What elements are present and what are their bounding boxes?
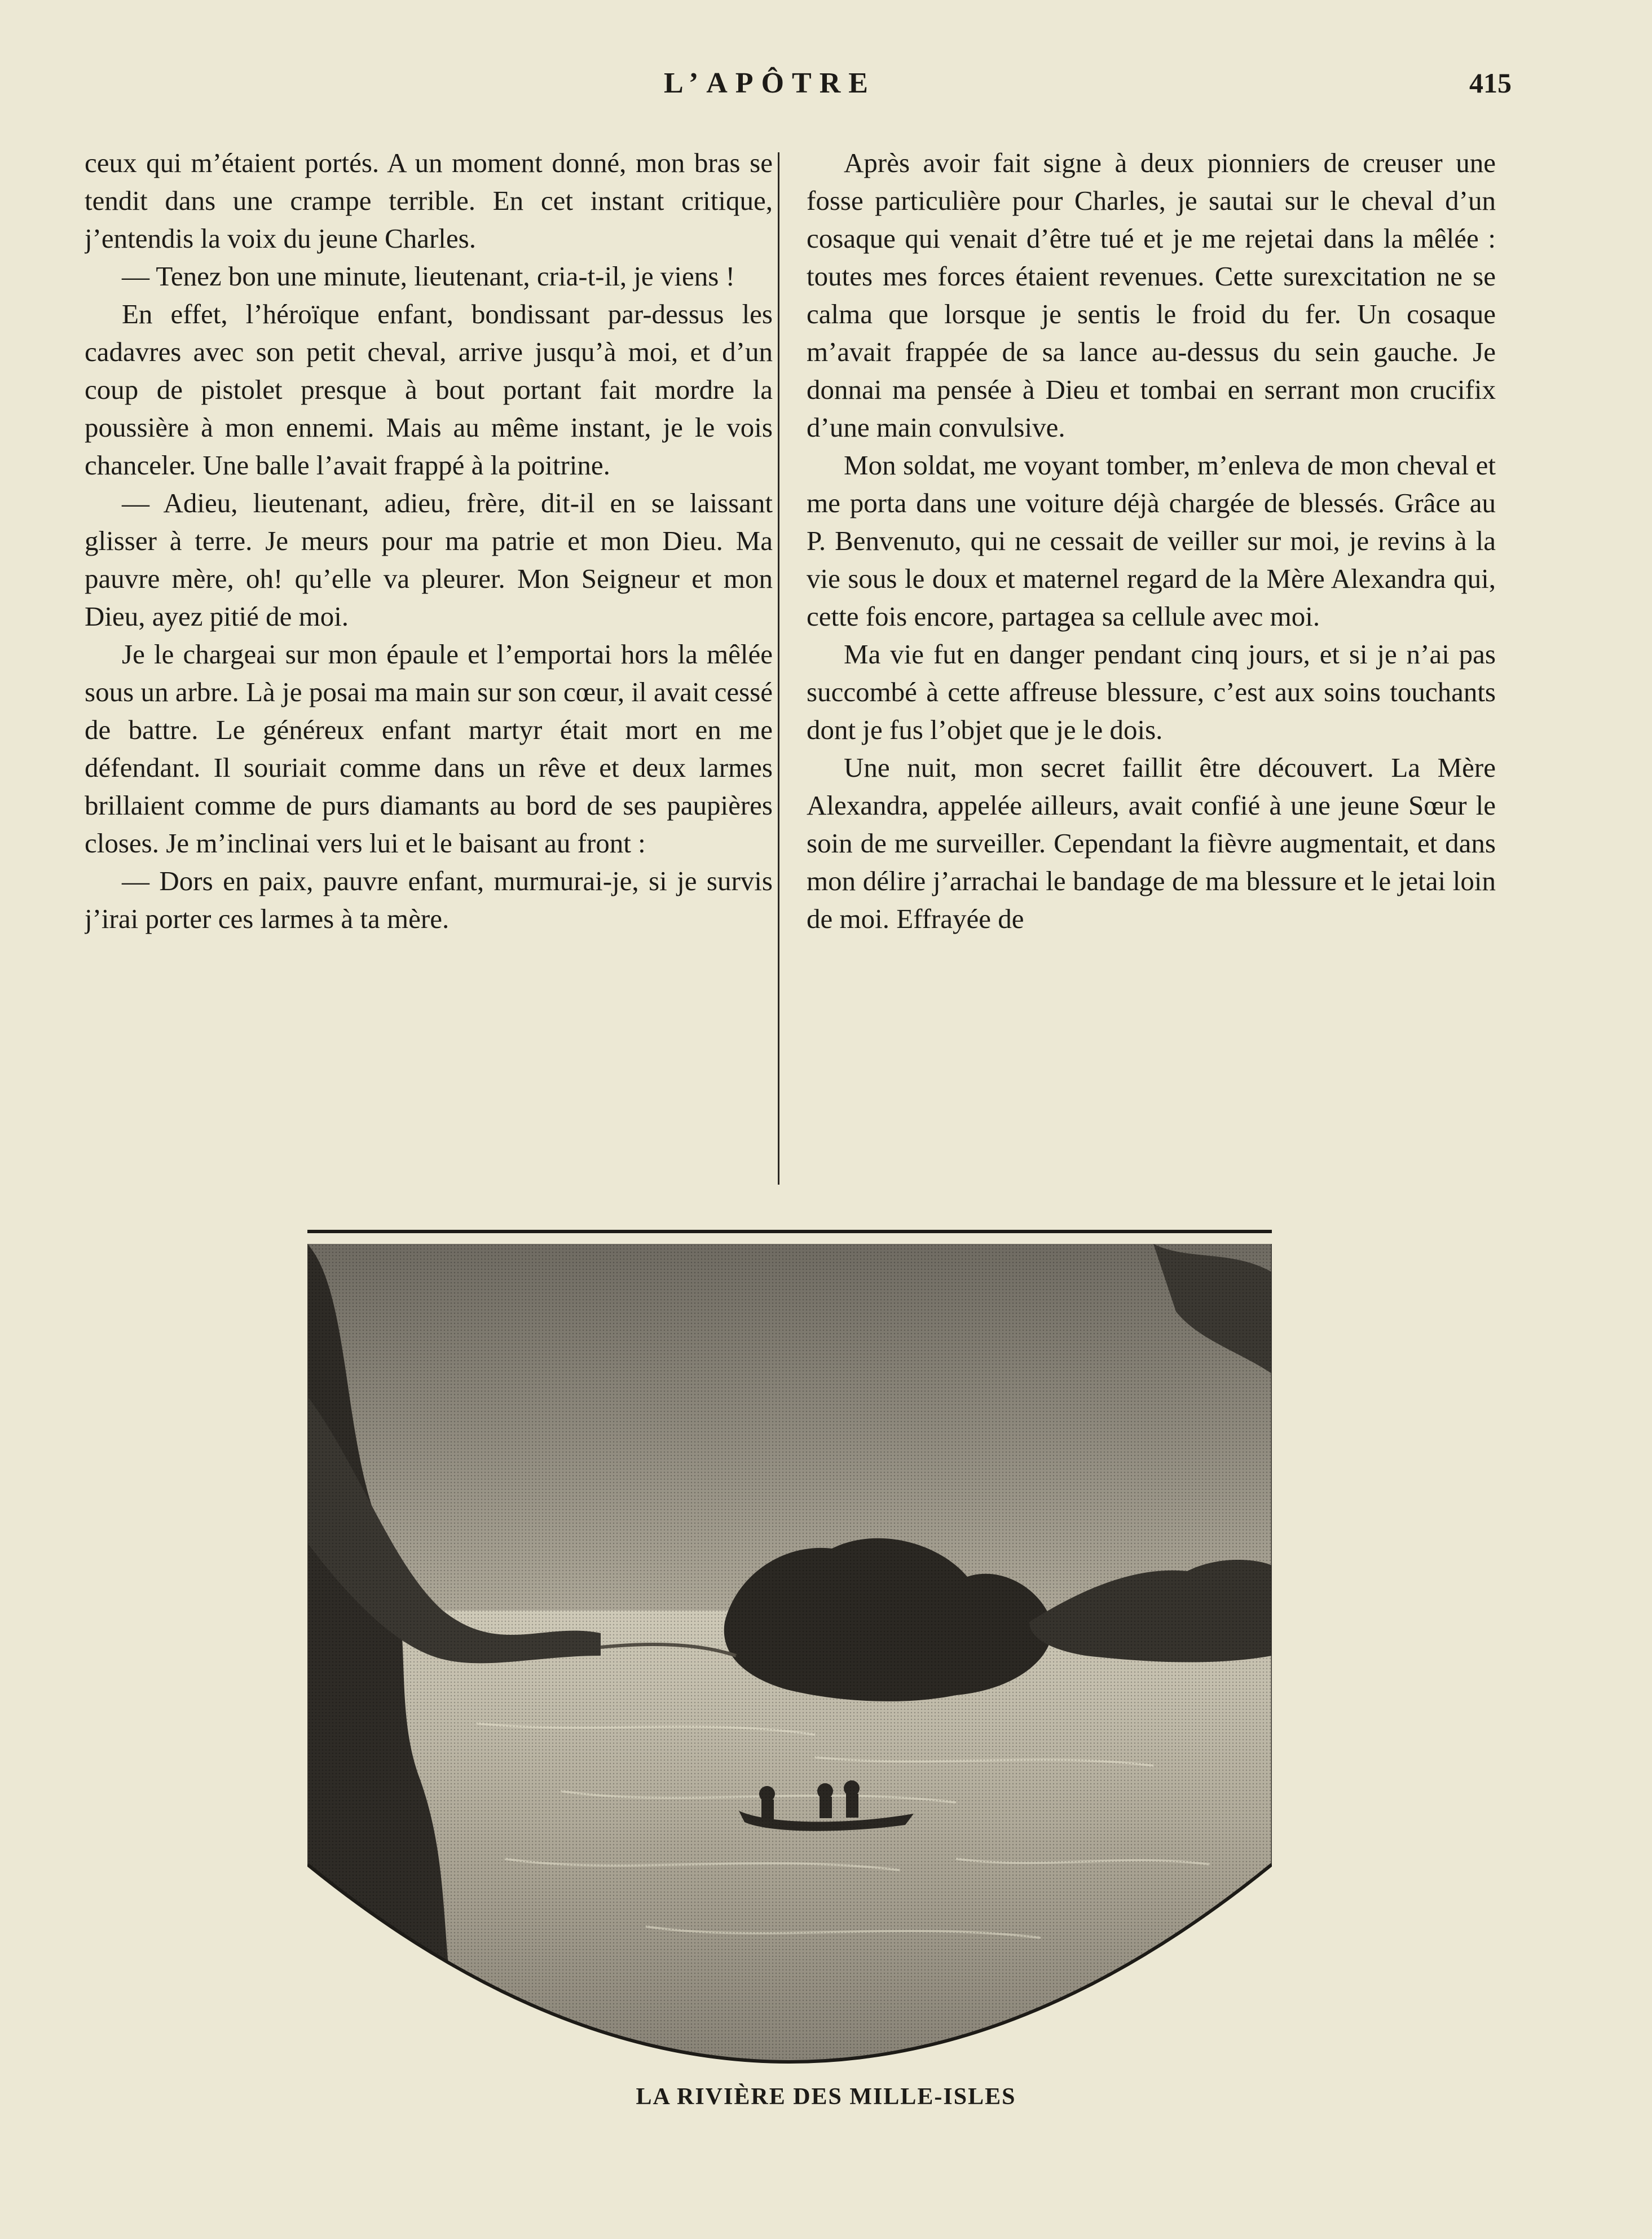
paragraph: Ma vie fut en danger pendant cinq jours, et si je n’ai pas succombé à cette affreuse blessure, c’est aux soins touchants dont je fus l’objet que je le dois. bbox=[807, 639, 1496, 745]
paragraph: — Adieu, lieutenant, adieu, frère, dit-il en se laissant glisser à terre. Je meurs pour ma patrie et mon Dieu. Ma pauvre mère, oh! qu’elle va pleurer. Mon Seigneur et mon Dieu, ayez pitié de moi. bbox=[85, 487, 773, 632]
column-divider bbox=[778, 152, 779, 1185]
paragraph: Une nuit, mon secret faillit être découvert. La Mère Alexandra, appelée ailleurs, avait confié à une jeune Sœur le soin de me surveiller. Cependant la fièvre augmentait, et dans mon délire j’arrachai le bandage de ma blessure et le jetai loin de moi. Effrayée de bbox=[807, 752, 1496, 934]
river-illustration bbox=[307, 1227, 1272, 2073]
page-number: 415 bbox=[1469, 67, 1512, 99]
paragraph: En effet, l’héroïque enfant, bondissant par-dessus les cadavres avec son petit cheval, arrive jusqu’à moi, et d’un coup de pistolet presque à bout portant fait mordre la poussière à mon ennemi. Mais au même instant, je le vois chanceler. Une balle l’avait frappé à la poitrine. bbox=[85, 298, 773, 481]
page-header bbox=[0, 67, 1652, 112]
paragraph: — Dors en paix, pauvre enfant, murmurai-je, si je survis j’irai porter ces larmes à ta mère. bbox=[85, 865, 773, 934]
running-title: L’APÔTRE bbox=[664, 67, 876, 99]
figure-caption: LA RIVIÈRE DES MILLE-ISLES bbox=[636, 2084, 1016, 2110]
paragraph: ceux qui m’étaient portés. A un moment donné, mon bras se tendit dans une crampe terrible. En cet instant critique, j’entendis la voix du jeune Charles. bbox=[85, 147, 773, 254]
paragraph: Mon soldat, me voyant tomber, m’enleva de mon cheval et me porta dans une voiture déjà chargée de blessés. Grâce au P. Benvenuto, qui ne cessait de veiller sur moi, je revins à la vie sous le doux et maternel regard de la Mère Alexandra qui, cette fois encore, partagea sa cellule avec moi. bbox=[807, 450, 1496, 632]
left-text-column bbox=[85, 144, 773, 1193]
right-text-column bbox=[807, 144, 1496, 1193]
paragraph: Je le chargeai sur mon épaule et l’emportai hors la mêlée sous un arbre. Là je posai ma main sur son cœur, il avait cessé de battre. Le généreux enfant martyr était mort en me défendant. Il souriait comme dans un rêve et deux larmes brillaient comme de purs diamants au bord de ses paupières closes. Je m’inclinai vers lui et le baisant au front : bbox=[85, 639, 773, 859]
paragraph: — Tenez bon une minute, lieutenant, cria-t-il, je viens ! bbox=[122, 261, 735, 292]
paragraph: Après avoir fait signe à deux pionniers de creuser une fosse particulière pour Charles, je sautai sur le cheval d’un cosaque qui venait d’être tué et je me rejetai dans la mêlée : toutes mes forces étaient revenues. Cette surexcitation ne se calma que lorsque je sentis le froid du fer. Un cosaque m’avait frappée de sa lance au-dessus du sein gauche. Je donnai ma pensée à Dieu et tombai en serrant mon crucifix d’une main convulsive. bbox=[807, 147, 1496, 443]
